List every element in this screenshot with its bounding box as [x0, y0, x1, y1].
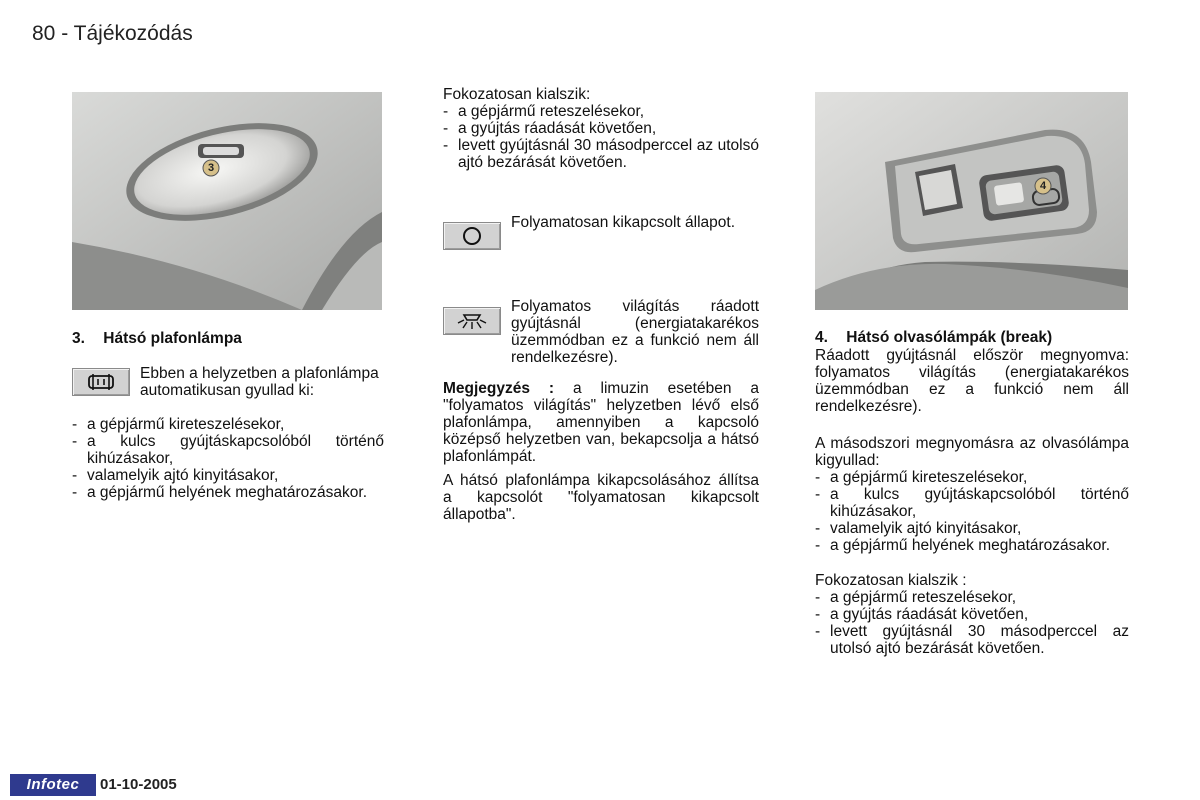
list-item: - a gépjármű helyének meghatározásakor.: [815, 537, 1129, 554]
infotec-logo: Infotec: [10, 774, 96, 796]
list-item: - a gépjármű reteszelésekor,: [443, 103, 759, 120]
fade-title: Fokozatosan kialszik :: [815, 572, 967, 589]
list-item: - valamelyik ajtó kinyitásakor,: [815, 520, 1129, 537]
list-item: - levett gyújtásnál 30 másodperccel az utolsó ajtó bezárását követően.: [815, 623, 1129, 657]
first-press-paragraph: Ráadott gyújtásnál először megnyomva: folyamatos világítás (energiatakarékos üzemmódban ez a funkció nem áll rendelkezésre).: [815, 347, 1129, 415]
circle-off-icon: [443, 222, 501, 250]
automatic-light-text: Ebben a helyzetben a plafonlámpa automatikusan gyullad ki:: [140, 365, 379, 399]
heading-text: Hátsó plafonlámpa: [103, 330, 242, 347]
rear-ceiling-lamp-photo: [72, 92, 382, 310]
note-section: [443, 380, 759, 523]
auto-light-list: [72, 416, 384, 501]
list-item: - a gépjármű kireteszelésekor,: [72, 416, 384, 433]
list-item: - levett gyújtásnál 30 másodperccel az utolsó ajtó bezárását követően.: [443, 137, 759, 171]
ceiling-lamp-on-icon: [443, 307, 501, 335]
on-text: Folyamatos világítás ráadott gyújtásnál (energiatakarékos üzemmódban ez a funkció nem áll rendelkezésre).: [511, 298, 759, 366]
ceiling-lamp-illustration: [72, 92, 382, 310]
list-item: - a gyújtás ráadását követően,: [443, 120, 759, 137]
reading-lamp-section: [815, 347, 1129, 657]
list-item: - a gyújtás ráadását követően,: [815, 606, 1129, 623]
fade-title: Fokozatosan kialszik:: [443, 86, 591, 103]
door-light-switch-icon: [72, 368, 130, 396]
photo-callout-label: 4: [1039, 180, 1047, 192]
list-item: - a gépjármű reteszelésekor,: [815, 589, 1129, 606]
heading-number: 4.: [815, 329, 828, 346]
note-paragraph: [443, 380, 759, 465]
icon-description: [140, 365, 384, 399]
page-title: 80 - Tájékozódás: [32, 22, 193, 45]
note-label: Megjegyzés :: [443, 380, 555, 397]
note-text: a limuzin esetében a "folyamatos világítás" helyzetben lévő első plafonlámpa, amennyiben a kapcsoló középső helyzetben van, bekapcsolja a hátsó plafonlámpát.: [443, 380, 759, 465]
list-item: - a kulcs gyújtáskapcsolóból történő kihúzásakor,: [72, 433, 384, 467]
reading-lamp-illustration: [815, 92, 1128, 310]
off-text: Folyamatosan kikapcsolt állapot.: [511, 214, 736, 231]
off-description: [511, 214, 759, 231]
list-item: - a gépjármű kireteszelésekor,: [815, 469, 1129, 486]
section-heading-3: [72, 330, 382, 347]
on-description: [511, 298, 759, 366]
heading-text: Hátsó olvasólámpák (break): [846, 329, 1053, 346]
photo-callout-label: 3: [207, 162, 215, 174]
list-item: - a kulcs gyújtáskapcsolóból történő kihúzásakor,: [815, 486, 1129, 520]
rear-reading-lamp-photo: [815, 92, 1128, 310]
turn-off-paragraph: A hátsó plafonlámpa kikapcsolásához állítsa a kapcsolót "folyamatosan kikapcsolt állapotba".: [443, 472, 759, 523]
heading-number: 3.: [72, 330, 85, 347]
second-press-paragraph: A másodszori megnyomásra az olvasólámpa kigyullad:: [815, 435, 1129, 469]
list-item: - valamelyik ajtó kinyitásakor,: [72, 467, 384, 484]
list-item: - a gépjármű helyének meghatározásakor.: [72, 484, 384, 501]
fade-out-section: [443, 86, 759, 171]
print-date: 01-10-2005: [100, 776, 177, 793]
section-heading-4: [815, 329, 1135, 346]
